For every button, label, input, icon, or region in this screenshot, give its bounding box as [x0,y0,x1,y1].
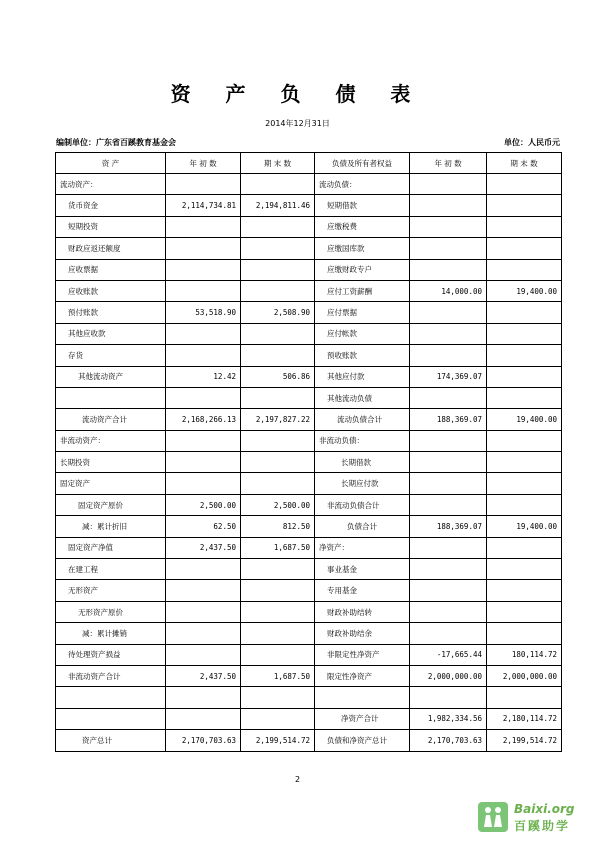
amount-cell [410,494,487,515]
asset-item-label: 资产总计 [56,730,166,751]
asset-item-label: 固定资产净值 [56,537,166,558]
page-number: 2 [294,775,301,784]
table-row [56,259,562,280]
amount-cell: 62.50 [166,516,241,537]
asset-item-label: 其他应收款 [56,323,166,344]
baixi-logo [478,802,590,836]
amount-cell: 19,400.00 [487,409,562,430]
amount-cell [166,259,241,280]
liability-item-label: 非流动负债合计 [315,494,410,515]
asset-item-label: 待处理资产损益 [56,644,166,665]
amount-cell [241,644,315,665]
liability-item-label: 应付票据 [315,302,410,323]
amount-cell: -17,665.44 [410,644,487,665]
amount-cell [487,323,562,344]
amount-cell: 2,500.00 [241,494,315,515]
amount-cell: 1,687.50 [241,665,315,686]
table-row [56,366,562,387]
amount-cell [410,623,487,644]
table-row [56,516,562,537]
liability-item-label: 其他应付款 [315,366,410,387]
table-row [56,623,562,644]
amount-cell [410,452,487,473]
amount-cell [241,687,315,708]
amount-cell [487,452,562,473]
amount-cell [410,473,487,494]
liability-item-label: 长期借款 [315,452,410,473]
amount-cell: 2,114,734.81 [166,195,241,216]
amount-cell [166,238,241,259]
amount-cell: 2,194,811.46 [241,195,315,216]
asset-item-label: 流动资产： [56,174,166,195]
amount-cell: 1,687.50 [241,537,315,558]
amount-cell [410,387,487,408]
table-row [56,473,562,494]
table-row [56,537,562,558]
amount-cell [487,473,562,494]
liability-item-label: 非流动负债： [315,430,410,451]
asset-item-label: 减：累计摊销 [56,623,166,644]
table-row [56,430,562,451]
liability-item-label: 应缴税费 [315,216,410,237]
liability-item-label: 净资产： [315,537,410,558]
table-row [56,665,562,686]
amount-cell [487,494,562,515]
column-header: 期 末 数 [487,153,562,174]
asset-item-label: 其他流动资产 [56,366,166,387]
amount-cell [487,580,562,601]
amount-cell: 812.50 [241,516,315,537]
asset-item-label: 无形资产原价 [56,601,166,622]
asset-item-label: 固定资产原价 [56,494,166,515]
amount-cell [166,687,241,708]
amount-cell [166,708,241,729]
asset-item-label: 非流动资产合计 [56,665,166,686]
liability-item-label: 长期应付款 [315,473,410,494]
people-icon [478,802,508,832]
amount-cell [166,387,241,408]
amount-cell: 2,170,703.63 [410,730,487,751]
amount-cell [410,559,487,580]
amount-cell [166,345,241,366]
amount-cell [410,323,487,344]
amount-cell: 2,199,514.72 [487,730,562,751]
liability-item-label: 应付帐款 [315,323,410,344]
amount-cell [410,216,487,237]
amount-cell [166,323,241,344]
amount-cell: 19,400.00 [487,516,562,537]
amount-cell [487,537,562,558]
table-row [56,323,562,344]
amount-cell [241,323,315,344]
column-header: 负债及所有者权益 [315,153,410,174]
amount-cell [487,216,562,237]
table-row [56,238,562,259]
table-row [56,216,562,237]
liability-item-label: 其他流动负债 [315,387,410,408]
table-header-row [56,153,562,174]
amount-cell [410,580,487,601]
amount-cell [410,259,487,280]
amount-cell: 2,180,114.72 [487,708,562,729]
amount-cell [166,580,241,601]
amount-cell: 188,369.07 [410,516,487,537]
amount-cell [487,238,562,259]
asset-item-label [56,387,166,408]
column-header: 年 初 数 [166,153,241,174]
table-row [56,644,562,665]
amount-cell [166,280,241,301]
liability-item-label: 负债和净资产总计 [315,730,410,751]
amount-cell [241,280,315,301]
liability-item-label: 负债合计 [315,516,410,537]
table-row [56,601,562,622]
organization-label: 编制单位：广东省百蹊教育基金会 [56,138,176,147]
column-header: 期 末 数 [241,153,315,174]
amount-cell [166,216,241,237]
amount-cell: 174,369.07 [410,366,487,387]
balance-sheet-table [55,152,562,752]
liability-item-label: 短期借款 [315,195,410,216]
amount-cell: 12.42 [166,366,241,387]
liability-item-label: 应缴国库款 [315,238,410,259]
logo-text-latin: Baixi.org [514,802,575,816]
amount-cell [241,216,315,237]
amount-cell [410,687,487,708]
amount-cell [241,345,315,366]
amount-cell: 2,168,266.13 [166,409,241,430]
liability-item-label: 净资产合计 [315,708,410,729]
asset-item-label: 财政应返还额度 [56,238,166,259]
amount-cell [487,601,562,622]
amount-cell [410,238,487,259]
amount-cell [487,623,562,644]
asset-item-label [56,687,166,708]
amount-cell [410,601,487,622]
amount-cell: 188,369.07 [410,409,487,430]
amount-cell: 506.86 [241,366,315,387]
table-row [56,580,562,601]
amount-cell [166,174,241,195]
amount-cell: 19,400.00 [487,280,562,301]
amount-cell: 2,000,000.00 [410,665,487,686]
amount-cell [410,430,487,451]
table-row [56,345,562,366]
liability-item-label: 专用基金 [315,580,410,601]
amount-cell [241,430,315,451]
asset-item-label: 固定资产 [56,473,166,494]
table-row [56,730,562,751]
amount-cell [166,559,241,580]
table-row [56,494,562,515]
table-row [56,387,562,408]
amount-cell [241,238,315,259]
amount-cell: 180,114.72 [487,644,562,665]
amount-cell [241,559,315,580]
table-row [56,409,562,430]
amount-cell: 2,437.50 [166,537,241,558]
amount-cell: 2,199,514.72 [241,730,315,751]
asset-item-label: 应收票据 [56,259,166,280]
amount-cell [241,601,315,622]
amount-cell [241,708,315,729]
amount-cell [166,623,241,644]
amount-cell [410,537,487,558]
amount-cell [487,430,562,451]
table-row [56,559,562,580]
amount-cell [410,345,487,366]
logo-text-chinese: 百蹊助学 [514,819,571,833]
amount-cell [241,387,315,408]
amount-cell [487,387,562,408]
asset-item-label: 流动资产合计 [56,409,166,430]
amount-cell: 14,000.00 [410,280,487,301]
amount-cell [241,174,315,195]
amount-cell [241,259,315,280]
report-date: 2014年12月31日 [265,119,330,128]
asset-item-label: 非流动资产： [56,430,166,451]
asset-item-label: 长期投资 [56,452,166,473]
liability-item-label [315,687,410,708]
amount-cell [487,687,562,708]
amount-cell [487,302,562,323]
table-row [56,195,562,216]
amount-cell [166,601,241,622]
amount-cell [166,452,241,473]
amount-cell [166,473,241,494]
asset-item-label [56,708,166,729]
amount-cell: 2,197,827.22 [241,409,315,430]
table-row [56,280,562,301]
amount-cell [487,174,562,195]
liability-item-label: 流动负债： [315,174,410,195]
liability-item-label: 应付工资薪酬 [315,280,410,301]
amount-cell [410,195,487,216]
amount-cell [487,366,562,387]
liability-item-label: 财政补助结转 [315,601,410,622]
liability-item-label: 应缴财政专户 [315,259,410,280]
amount-cell [241,452,315,473]
asset-item-label: 存货 [56,345,166,366]
amount-cell [487,259,562,280]
amount-cell [166,430,241,451]
amount-cell: 2,000,000.00 [487,665,562,686]
liability-item-label: 事业基金 [315,559,410,580]
liability-item-label: 财政补助结余 [315,623,410,644]
table-row [56,302,562,323]
amount-cell [241,473,315,494]
asset-item-label: 在建工程 [56,559,166,580]
table-row [56,174,562,195]
asset-item-label: 应收账款 [56,280,166,301]
amount-cell [166,644,241,665]
currency-unit-label: 单位：人民币元 [504,138,560,147]
liability-item-label: 流动负债合计 [315,409,410,430]
asset-item-label: 短期投资 [56,216,166,237]
amount-cell: 1,982,334.56 [410,708,487,729]
amount-cell [487,345,562,366]
asset-item-label: 货币资金 [56,195,166,216]
asset-item-label: 减：累计折旧 [56,516,166,537]
column-header: 资 产 [56,153,166,174]
liability-item-label: 预收账款 [315,345,410,366]
amount-cell [410,302,487,323]
amount-cell [410,174,487,195]
liability-item-label: 非限定性净资产 [315,644,410,665]
table-row [56,452,562,473]
amount-cell: 2,437.50 [166,665,241,686]
amount-cell [487,195,562,216]
asset-item-label: 预付账款 [56,302,166,323]
amount-cell [241,580,315,601]
amount-cell [487,559,562,580]
table-row [56,687,562,708]
amount-cell: 2,170,703.63 [166,730,241,751]
amount-cell [241,623,315,644]
amount-cell: 2,500.00 [166,494,241,515]
liability-item-label: 限定性净资产 [315,665,410,686]
amount-cell: 53,518.90 [166,302,241,323]
balance-sheet-body [56,153,562,752]
document-title: 资 产 负 债 表 [170,82,425,106]
asset-item-label: 无形资产 [56,580,166,601]
amount-cell: 2,508.90 [241,302,315,323]
table-row [56,708,562,729]
column-header: 年 初 数 [410,153,487,174]
